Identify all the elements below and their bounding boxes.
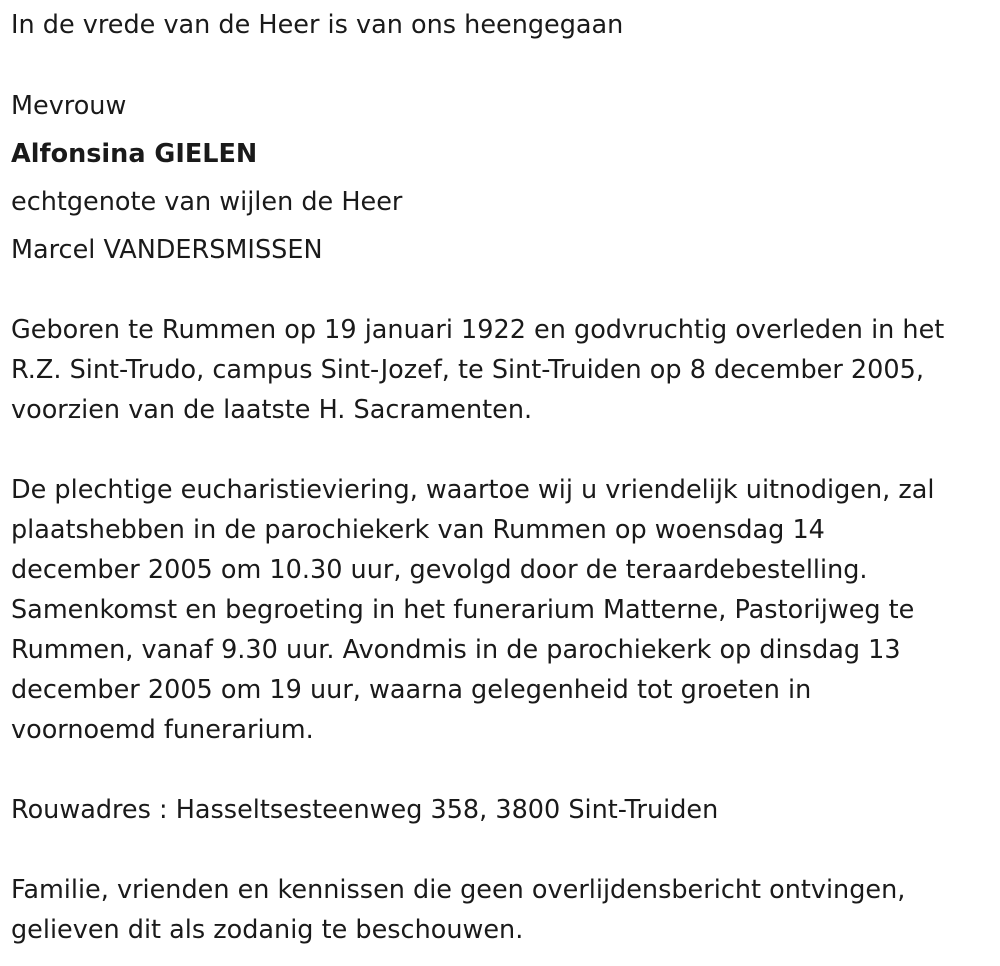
salutation: Mevrouw (11, 91, 127, 121)
deceased-name: Alfonsina GIELEN (11, 139, 258, 169)
relation-line: echtgenote van wijlen de Heer (11, 187, 403, 217)
birth-line: voorzien van de laatste H. Sacramenten. (11, 395, 533, 425)
ceremony-line: Samenkomst en begroeting in het funerarium Matterne, Pastorijweg te (11, 595, 915, 625)
birth-line: R.Z. Sint-Trudo, campus Sint-Jozef, te Sint-Truiden op 8 december 2005, (11, 355, 924, 385)
spouse-name: Marcel VANDERSMISSEN (11, 235, 323, 265)
ceremony-line: december 2005 om 10.30 uur, gevolgd door de teraardebestelling. (11, 555, 868, 585)
ceremony-line: Rummen, vanaf 9.30 uur. Avondmis in de parochiekerk op dinsdag 13 (11, 635, 901, 665)
ceremony-line: december 2005 om 19 uur, waarna gelegenheid tot groeten in (11, 675, 812, 705)
closing-line: Familie, vrienden en kennissen die geen overlijdensbericht ontvingen, (11, 875, 906, 905)
ceremony-line: plaatshebben in de parochiekerk van Rummen op woensdag 14 (11, 515, 825, 545)
birth-line: Geboren te Rummen op 19 januari 1922 en godvruchtig overleden in het (11, 315, 945, 345)
ceremony-line: voornoemd funerarium. (11, 715, 314, 745)
intro-line: In de vrede van de Heer is van ons heengegaan (11, 10, 624, 40)
ceremony-line: De plechtige eucharistieviering, waartoe wij u vriendelijk uitnodigen, zal (11, 475, 935, 505)
closing-line: gelieven dit als zodanig te beschouwen. (11, 915, 524, 945)
mourning-address: Rouwadres : Hasseltsesteenweg 358, 3800 Sint-Truiden (11, 795, 719, 825)
